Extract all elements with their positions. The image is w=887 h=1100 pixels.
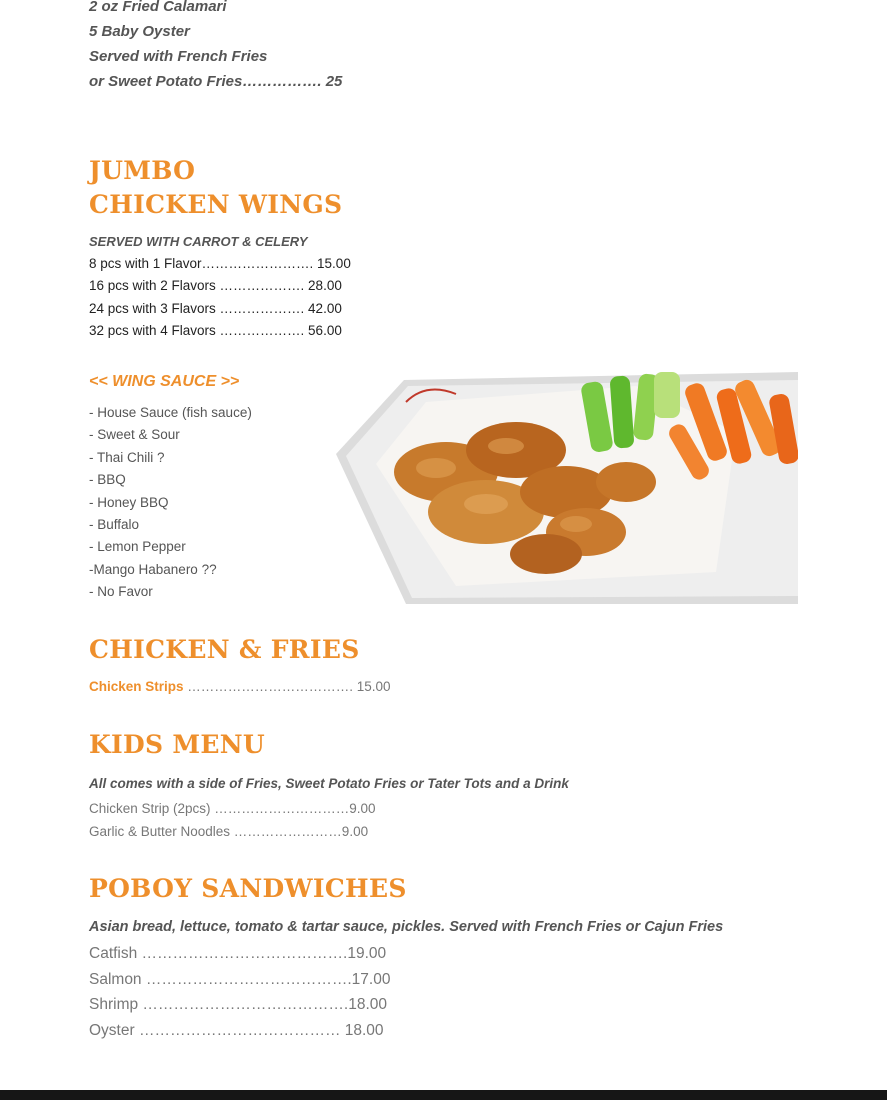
chicken-strips-label: Chicken Strips <box>89 679 184 694</box>
poboy-row: Oyster ………………………………… 18.00 <box>89 1021 384 1039</box>
sauce-item: - Lemon Pepper <box>89 539 186 555</box>
poboy-row: Shrimp ………………………………….18.00 <box>89 996 387 1014</box>
sauce-item: - Honey BBQ <box>89 494 169 510</box>
sauce-item: -Mango Habanero ?? <box>89 561 217 577</box>
poboy-note: Asian bread, lettuce, tomato & tartar sauce, pickles. Served with French Fries or Cajun Fries <box>89 919 724 935</box>
poboy-heading: POBOY SANDWICHES <box>89 874 407 903</box>
chicken-strips-price: ………………………………. 15.00 <box>183 679 391 694</box>
wings-photo <box>336 372 798 604</box>
poboy-list <box>89 941 390 1043</box>
poboy-row: Catfish ………………………………….19.00 <box>89 945 387 962</box>
wings-price-row: 32 pcs with 4 Flavors ………………. 56.00 <box>89 323 342 339</box>
wings-price-row: 16 pcs with 2 Flavors ………………. 28.00 <box>89 278 342 294</box>
sauce-item: - Thai Chili ? <box>89 449 165 465</box>
chicken-fries-heading: CHICKEN & FRIES <box>89 635 360 664</box>
kids-menu-heading: KIDS MENU <box>89 730 265 759</box>
wings-heading <box>89 154 342 222</box>
wings-price-row: 8 pcs with 1 Flavor……………………. 15.00 <box>89 256 351 271</box>
wings-heading-line2: CHICKEN WINGS <box>89 190 343 219</box>
wings-heading-line1: JUMBO <box>89 156 196 185</box>
wings-subtitle: SERVED WITH CARROT & CELERY <box>89 234 308 249</box>
wing-sauce-list <box>89 402 252 604</box>
poboy-row: Salmon ………………………………….17.00 <box>89 970 391 988</box>
sauce-item: - House Sauce (fish sauce) <box>89 405 252 420</box>
chicken-strips-row <box>89 679 391 694</box>
sauce-item: - Sweet & Sour <box>89 427 180 443</box>
combo-description <box>89 0 342 94</box>
combo-line: Served with French Fries <box>89 48 268 65</box>
kids-menu-row: Chicken Strip (2pcs) …………………………9.00 <box>89 801 376 816</box>
sauce-item: - Buffalo <box>89 517 140 533</box>
kids-menu-list <box>89 797 376 843</box>
kids-menu-note: All comes with a side of Fries, Sweet Potato Fries or Tater Tots and a Drink <box>89 776 569 791</box>
kids-menu-row: Garlic & Butter Noodles ……………………9.00 <box>89 824 369 839</box>
sauce-item: - No Favor <box>89 584 153 600</box>
combo-line: 2 oz Fried Calamari <box>89 0 227 15</box>
wing-sauce-title: << WING SAUCE >> <box>89 373 240 390</box>
combo-line: or Sweet Potato Fries……………. 25 <box>89 73 343 90</box>
wings-price-list <box>89 253 351 343</box>
wings-price-row: 24 pcs with 3 Flavors ………………. 42.00 <box>89 300 342 316</box>
sauce-item: - BBQ <box>89 472 126 488</box>
combo-line: 5 Baby Oyster <box>89 23 190 40</box>
footer-bar <box>0 1090 887 1100</box>
